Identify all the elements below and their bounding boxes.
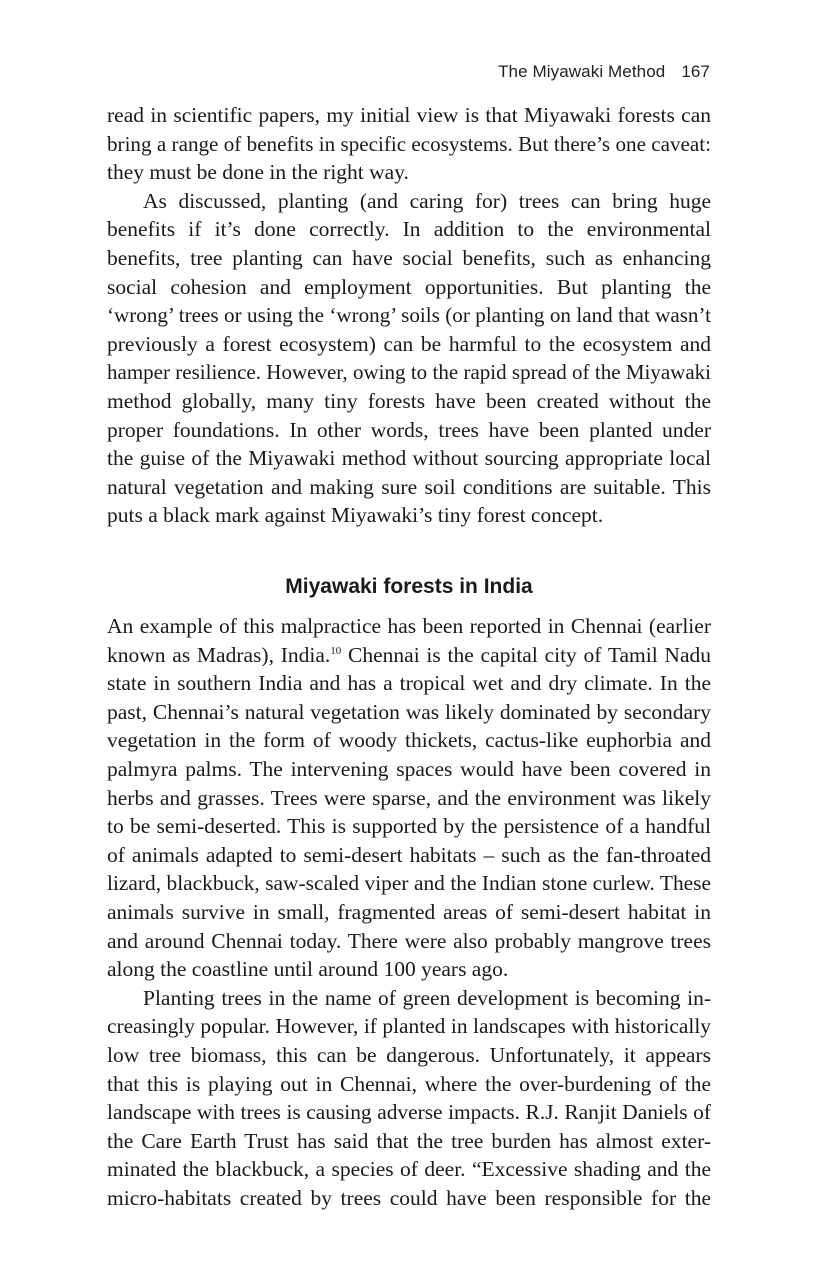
text-line — [107, 101, 711, 130]
line-text: landscape with trees is causing adverse impacts. R.J. Ranjit Daniels of — [107, 1100, 711, 1125]
text-line — [107, 501, 711, 530]
text-line — [107, 215, 711, 244]
text-line — [107, 812, 711, 841]
text-line — [107, 955, 711, 984]
line-text: vegetation in the form of woody thickets, cactus-like euphorbia and — [107, 728, 711, 753]
section-heading: Miyawaki forests in India — [285, 575, 533, 598]
line-text: herbs and grasses. Trees were sparse, and the environment was likely — [107, 785, 711, 810]
text-line — [107, 416, 711, 445]
text-line — [107, 1012, 711, 1041]
text-line — [107, 387, 711, 416]
text-line — [107, 755, 711, 784]
text-line — [107, 1155, 711, 1184]
text-line — [107, 726, 711, 755]
line-text: benefits, tree planting can have social benefits, such as enhancing — [107, 245, 711, 270]
text-line — [107, 869, 711, 898]
text-line — [107, 473, 711, 502]
text-line — [107, 358, 711, 387]
line-text: creasingly popular. However, if planted in landscapes with historically — [107, 1014, 711, 1039]
line-text: As discussed, planting (and caring for) trees can bring huge — [143, 188, 711, 213]
line-text: minated the blackbuck, a species of deer. “Excessive shading and the — [107, 1157, 711, 1182]
text-line — [107, 1041, 711, 1070]
page-number: 167 — [681, 62, 710, 81]
text-line — [107, 244, 711, 273]
text-line — [107, 130, 711, 159]
line-text: Planting trees in the name of green development is becoming in- — [143, 985, 711, 1010]
line-text: palmyra palms. The intervening spaces would have been covered in — [107, 756, 711, 781]
line-text: An example of this malpractice has been reported in Chennai (earlier — [107, 614, 711, 638]
line-text: method globally, many tiny forests have been created without the — [107, 388, 711, 413]
text-line — [107, 641, 711, 670]
text-line — [107, 612, 711, 641]
text-line — [107, 984, 711, 1013]
text-line — [107, 1184, 711, 1213]
line-text: social cohesion and employment opportunities. But planting the — [107, 274, 711, 299]
text-line — [107, 273, 711, 302]
footnote-marker[interactable]: 10 — [330, 644, 342, 657]
text-line — [107, 1070, 711, 1099]
text-line — [107, 1098, 711, 1127]
line-text: along the coastline until around 100 years ago. — [107, 957, 509, 982]
line-text: puts a black mark against Miyawaki’s tiny forest concept. — [107, 503, 604, 528]
text-line — [107, 669, 711, 698]
text-line — [107, 187, 711, 216]
line-text: hamper resilience. However, owing to the rapid spread of the Miyawaki — [107, 360, 711, 385]
line-text: previously a forest ecosystem) can be harmful to the ecosystem and — [107, 331, 711, 356]
body-text-bottom — [107, 612, 711, 1212]
text-line — [107, 1127, 711, 1156]
line-text-continued: Chennai is the capital city of Tamil Nadu — [341, 642, 711, 667]
line-text: read in scientific papers, my initial view is that Miyawaki forests can — [107, 103, 711, 127]
text-line — [107, 898, 711, 927]
line-text: they must be done in the right way. — [107, 160, 409, 185]
text-line — [107, 158, 711, 187]
text-line — [107, 301, 711, 330]
running-title: The Miyawaki Method — [498, 62, 666, 81]
line-text: and around Chennai today. There were also probably mangrove trees — [107, 928, 711, 953]
body-text-top — [107, 101, 711, 530]
text-line — [107, 444, 711, 473]
line-text: the Care Earth Trust has said that the tree burden has almost exter- — [107, 1128, 711, 1153]
line-text: the guise of the Miyawaki method without sourcing appropriate local — [107, 446, 711, 471]
line-text: proper foundations. In other words, trees have been planted under — [107, 417, 711, 442]
line-text: past, Chennai’s natural vegetation was likely dominated by secondary — [107, 699, 711, 724]
line-text: of animals adapted to semi-desert habitats – such as the fan-throated — [107, 842, 711, 867]
running-header — [498, 62, 710, 82]
line-text: lizard, blackbuck, saw-scaled viper and the Indian stone curlew. These — [107, 871, 711, 896]
line-text: known as Madras), India. — [107, 642, 331, 667]
text-line — [107, 927, 711, 956]
text-line — [107, 698, 711, 727]
line-text: that this is playing out in Chennai, where the over-burdening of the — [107, 1071, 711, 1096]
line-text: state in southern India and has a tropical wet and dry climate. In the — [107, 671, 711, 696]
line-text: benefits if it’s done correctly. In addition to the environmental — [107, 217, 711, 242]
line-text: natural vegetation and making sure soil conditions are suitable. This — [107, 474, 711, 499]
line-text: animals survive in small, fragmented areas of semi-desert habitat in — [107, 899, 711, 924]
line-text: micro-habitats created by trees could have been responsible for the — [107, 1185, 711, 1210]
line-text: bring a range of benefits in specific ecosystems. But there’s one caveat: — [107, 131, 711, 156]
line-text: to be semi-deserted. This is supported by the persistence of a handful — [107, 814, 711, 839]
text-line — [107, 841, 711, 870]
text-line — [107, 784, 711, 813]
line-text: ‘wrong’ trees or using the ‘wrong’ soils (or planting on land that wasn’t — [107, 303, 711, 328]
line-text: low tree biomass, this can be dangerous. Unfortunately, it appears — [107, 1042, 711, 1067]
text-line — [107, 330, 711, 359]
